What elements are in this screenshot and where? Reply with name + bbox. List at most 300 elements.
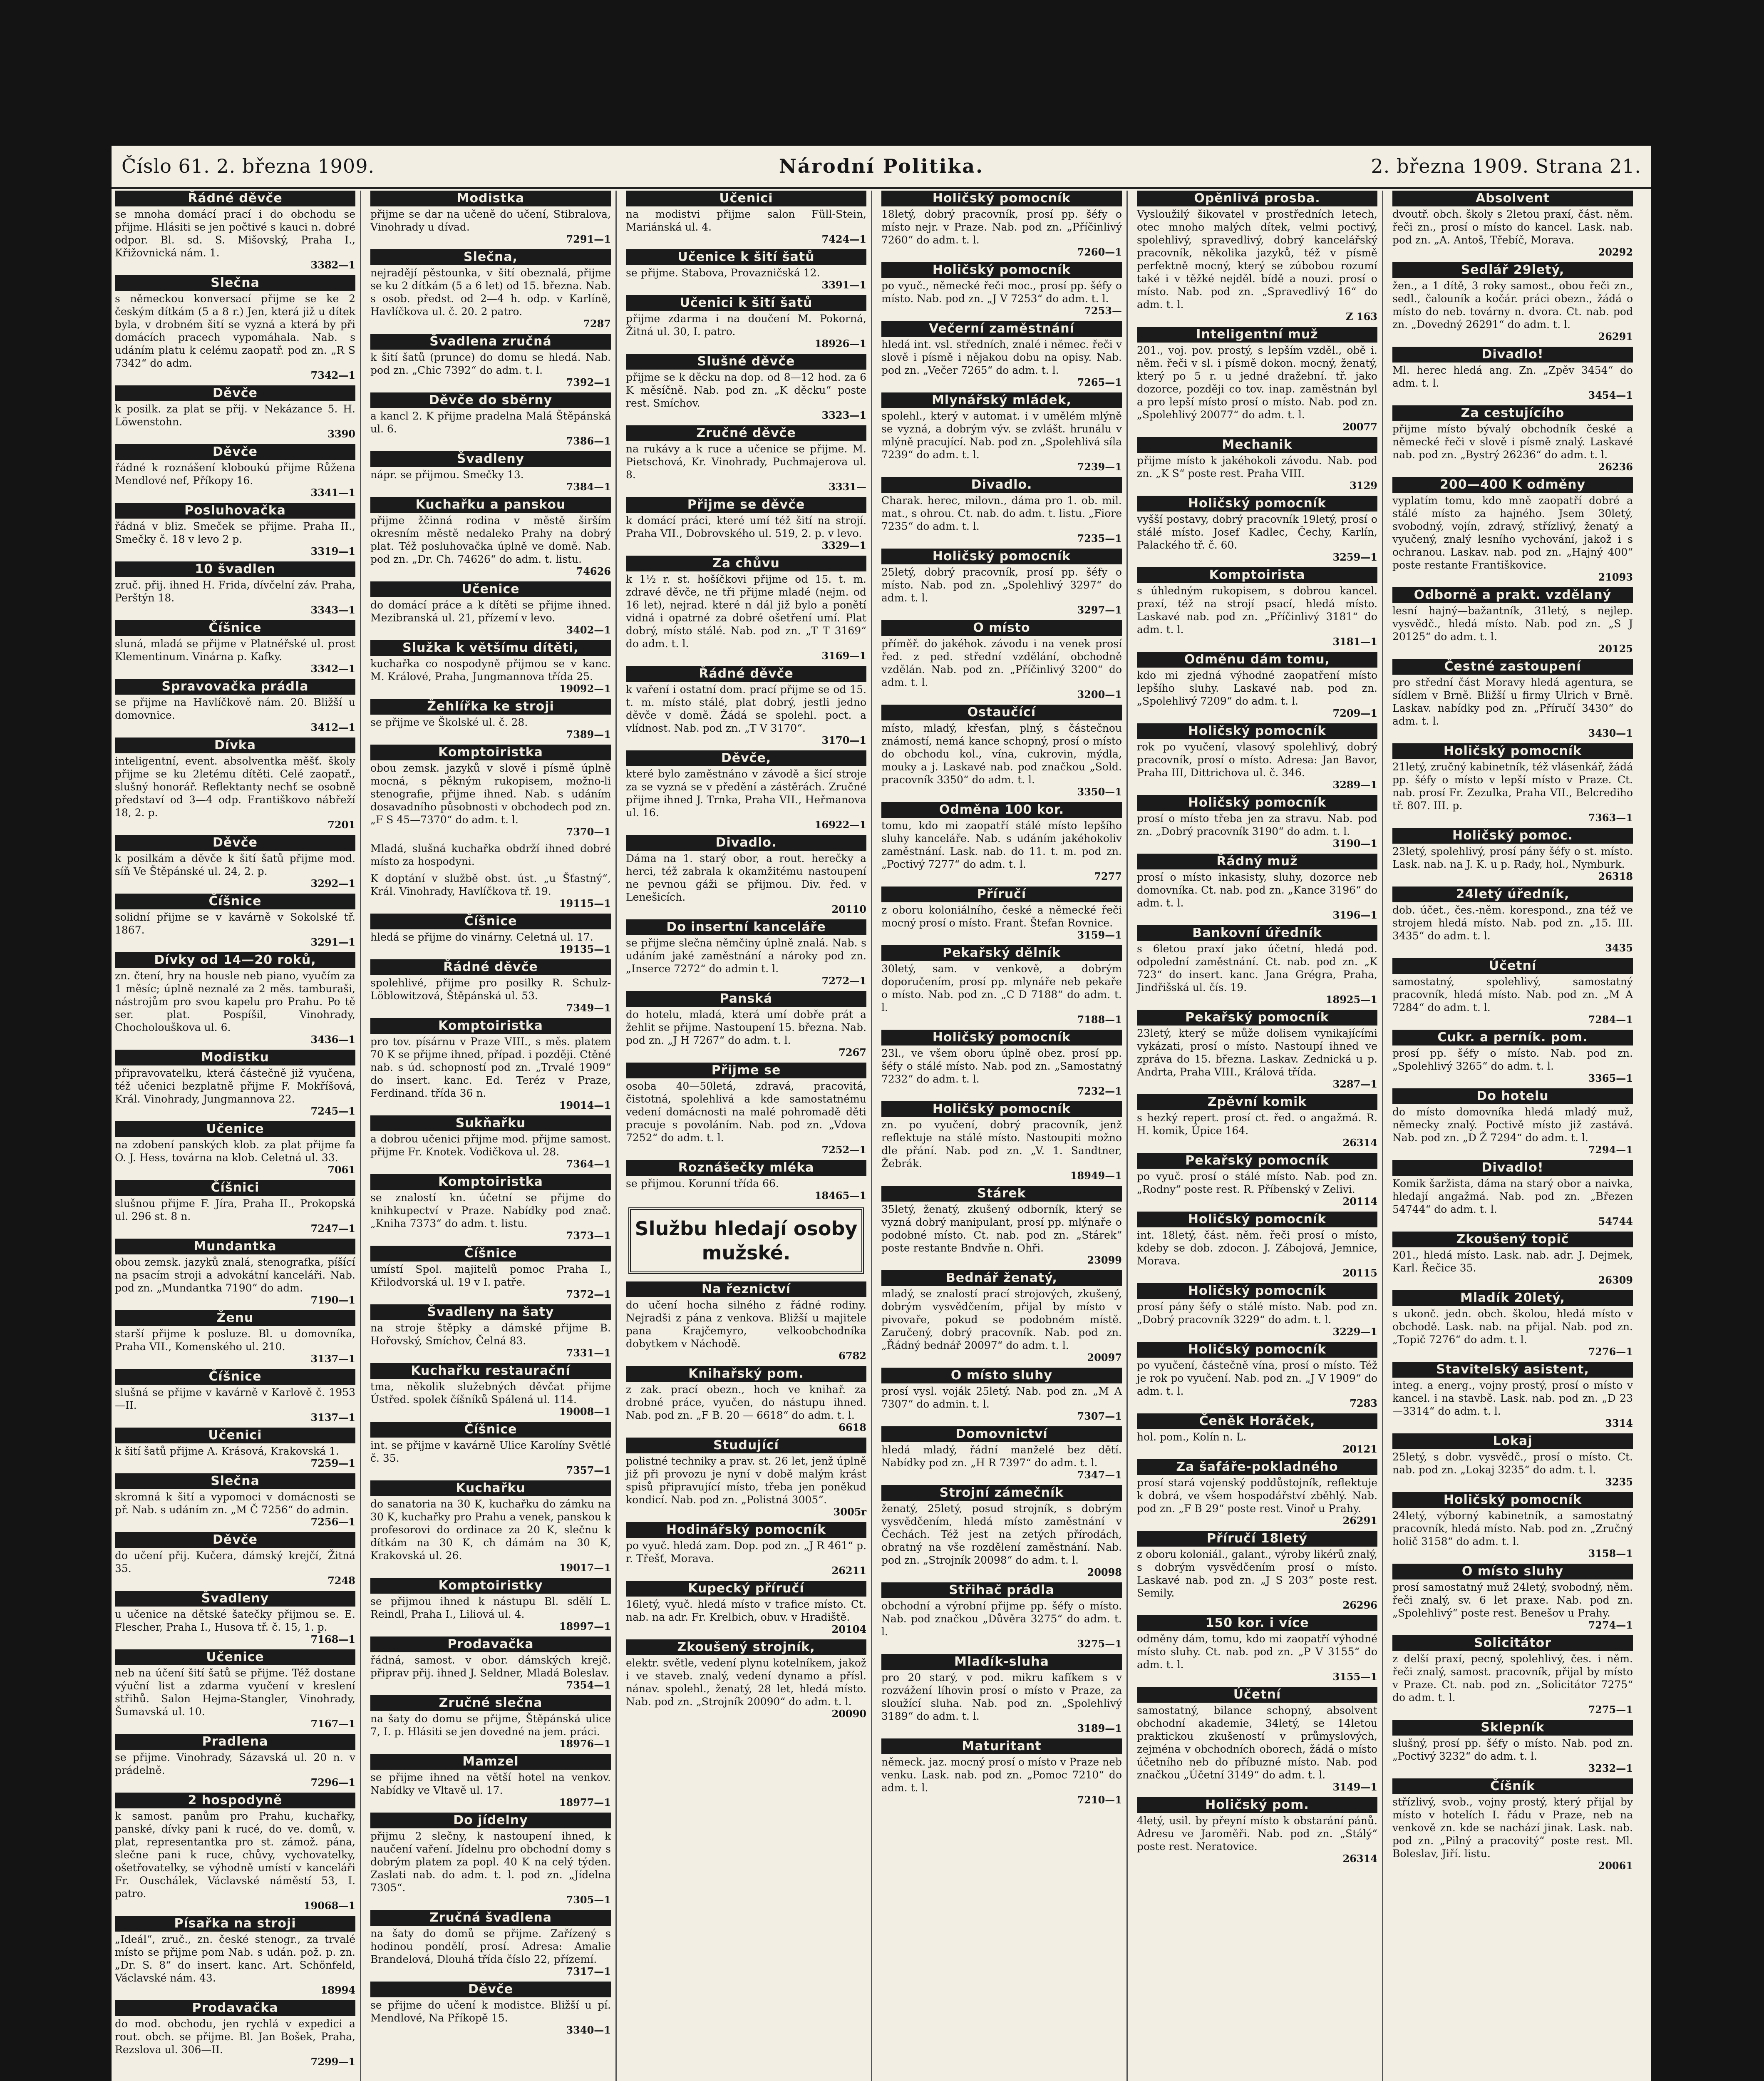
- ad-heading: Prodavačka: [370, 1636, 611, 1652]
- classified-ad: [370, 1578, 611, 1632]
- ad-body: do domácí práce a k dítěti se přijme ihned. Mezibranská ul. 21, přízemí v levo.: [370, 599, 611, 624]
- ad-reference-number: 7294—1: [1588, 1144, 1633, 1156]
- ad-body: řádná, samost. v obor. dámských krejč. připrav přij. ihned J. Seldner, Mladá Boleslav.: [370, 1654, 611, 1679]
- ad-body: k posilkám a děvče k šití šatů přijme mod. síň Ve Štěpánské ul. 24, 2. p.: [115, 852, 355, 877]
- classified-ad: [881, 1426, 1122, 1481]
- classified-ad: [115, 679, 355, 733]
- ad-reference-number: 3137—1: [310, 1353, 355, 1365]
- classified-ad: [1137, 567, 1377, 648]
- ad-heading: Hodinářský pomocník: [626, 1522, 866, 1538]
- classified-ad: [881, 1030, 1122, 1097]
- ad-body: na modistvi přijme salon Füll-Stein, Mariánská ul. 4.: [626, 208, 866, 233]
- ad-body: Mladá, slušná kuchařka obdrží ihned dobré místo za hospodyni.: [370, 842, 611, 867]
- ad-body: k posilk. za plat se přij. v Nekázance 5. H. Löwenstohn.: [115, 403, 355, 428]
- ad-reference-number: 7291—1: [566, 233, 611, 245]
- ad-body: do učení hocha silného z řádné rodiny. Nejradši z pána z venkova. Bližší u majitele pana Krajčemyro, velkoobchodníka dobytkem v Náchodě.: [626, 1299, 866, 1350]
- ad-body: žen., a 1 dítě, 3 roky samost., obou řeči zn., sedl., čalouník a kočár. práci obezn., žádá o místo do neb. továrny n. dvora. Ct. nab. pod zn. „Dovedný 26291“ do adm. t. l.: [1392, 280, 1633, 330]
- classified-ad: [626, 1281, 866, 1362]
- classified-ad: [881, 477, 1122, 544]
- classified-ad: [626, 425, 866, 493]
- classified-ad: [115, 503, 355, 557]
- ad-heading: Děvče: [115, 385, 355, 401]
- ad-heading: Slečna: [115, 275, 355, 291]
- ad-heading: Číšník: [1392, 1778, 1633, 1794]
- ad-heading: Lokaj: [1392, 1433, 1633, 1449]
- ad-body: Ml. herec hledá ang. Zn. „Zpěv 3454“ do adm. t. l.: [1392, 364, 1633, 389]
- ad-reference-number: 20077: [1342, 421, 1377, 433]
- ad-heading: Účetní: [1137, 1687, 1377, 1703]
- classified-ad: [626, 295, 866, 350]
- ad-heading: Kupecký příručí: [626, 1581, 866, 1597]
- ad-body: do hotelu, mladá, která umí dobře prát a žehlit se přijme. Nastoupení 15. března. Nab. pod zn. „J H 7267“ do adm. t. l.: [626, 1008, 866, 1046]
- ad-heading: Švadlena zručná: [370, 334, 611, 350]
- classified-ad: [370, 872, 611, 909]
- ad-heading: Za chůvu: [626, 556, 866, 571]
- ad-heading: Učenice: [115, 1649, 355, 1665]
- ad-heading: Prodavačka: [115, 2000, 355, 2016]
- ad-body: přijme zdarma i na doučení M. Pokorná, Žitná ul. 30, I. patro.: [626, 313, 866, 338]
- ad-reference-number: 3342—1: [310, 663, 355, 675]
- classified-ad: [1392, 887, 1633, 954]
- ad-heading: Na řeznictví: [626, 1281, 866, 1297]
- ad-reference-number: 7357—1: [566, 1464, 611, 1476]
- ad-reference-number: 7210—1: [1077, 1794, 1122, 1806]
- ad-reference-number: 7276—1: [1588, 1346, 1633, 1358]
- classified-ad: [370, 1480, 611, 1574]
- ad-body: se znalostí kn. účetní se přijme do knihkupectví v Praze. Nabídky pod znač. „Kniha 7373“ do adm. t. listu.: [370, 1192, 611, 1229]
- ad-reference-number: 7363—1: [1588, 812, 1633, 824]
- ad-heading: Holičský pomocník: [881, 191, 1122, 206]
- classified-ad: [1137, 723, 1377, 791]
- classified-ad: [626, 354, 866, 421]
- classified-ad: [370, 1018, 611, 1111]
- ad-body: do sanatoria na 30 K, kuchařku do zámku na 30 K, kuchařky pro Prahu a venek, panskou k profesorovi do ordinace za 20 K, slečnu k dítkám na 30 K, ch dámám na 30 K, Krakovská ul. 26.: [370, 1498, 611, 1562]
- ad-reference-number: 26291: [1598, 330, 1633, 343]
- ad-body: 35letý, ženatý, zkušený odborník, který se vyzná dobrý manipulant, prosí pp. mlýnaře o podobné místo. Ct. nab. pod zn. „Stárek“ poste restante Bndvňe n. Ohři.: [881, 1203, 1122, 1254]
- ad-reference-number: 3297—1: [1077, 604, 1122, 616]
- ad-reference-number: 7296—1: [310, 1776, 355, 1788]
- newspaper-title: Národní Politika.: [779, 155, 984, 177]
- ad-reference-number: 7209—1: [1332, 707, 1377, 719]
- ad-heading: Sukňařku: [370, 1115, 611, 1131]
- ad-reference-number: 18997—1: [559, 1620, 611, 1632]
- ad-reference-number: 7252—1: [821, 1144, 866, 1156]
- ad-body: k šití šatů přijme A. Krásová, Krakovská 1.: [115, 1445, 339, 1457]
- ad-body: se přijmou. Korunní třída 66.: [626, 1177, 779, 1189]
- ad-reference-number: 3137—1: [310, 1411, 355, 1423]
- ad-heading: Zručné slečna: [370, 1695, 611, 1711]
- classified-ad: [626, 1063, 866, 1156]
- classified-ad: [1392, 1635, 1633, 1716]
- ad-body: pro 20 starý, v pod. mikru kafíkem s v rozvážení líhovin prosí o místo v Praze, za sloužící sluha. Nab. pod zn. „Spolehlivý 3189“ do adm. t. l.: [881, 1671, 1122, 1722]
- ad-body: obchodní a výrobní přijme pp. šéfy o místo. Nab. pod značkou „Důvěra 3275“ do adm. t. l.: [881, 1600, 1122, 1638]
- ad-reference-number: 21093: [1598, 571, 1633, 583]
- ad-reference-number: 20292: [1598, 246, 1633, 258]
- classified-ad: [881, 1101, 1122, 1182]
- ad-heading: Cukr. a perník. pom.: [1392, 1030, 1633, 1045]
- ad-heading: Mladík-sluha: [881, 1654, 1122, 1670]
- ad-body: do učení přij. Kučera, dámský krejčí, Žitná 35.: [115, 1550, 355, 1574]
- classified-ad: [115, 444, 355, 499]
- ad-heading: Spravovačka prádla: [115, 679, 355, 695]
- ad-body: k 1½ r. st. hošíčkovi přijme od 15. t. m. zdravé děvče, ne tři přijme mladé (nejm. od 16 let), nejrad. které n dál již bylo a ponětí vidná i opatrné za dobré ošetření umí. Plat dobrý, místo stálé. Nab. pod zn. „T T 3169“ do adm. t. l.: [626, 573, 866, 650]
- ad-reference-number: 20097: [1087, 1351, 1122, 1363]
- ad-reference-number: 3189—1: [1077, 1722, 1122, 1734]
- classified-ad: [1392, 405, 1633, 473]
- classified-ad: [115, 1916, 355, 1996]
- ad-body: obou zemsk. jazyků znalá, stenografka, píšící na psacím stroji a advokátní kanceláři. Nab. pod zn. „Mundantka 7190“ do adm.: [115, 1256, 355, 1294]
- ad-heading: Holičský pomocník: [1137, 1342, 1377, 1358]
- ad-heading: Bankovní úředník: [1137, 925, 1377, 941]
- ad-reference-number: 3382—1: [310, 259, 355, 271]
- ad-reference-number: 3291—1: [310, 936, 355, 948]
- ad-body: s 6letou praxí jako účetní, hledá pod. odpolední zaměstnání. Ct. nab. pod zn. „K 723“ do insert. kanc. Jana Grégra, Praha, Jindřišská ul. čís. 19.: [1137, 943, 1377, 993]
- ad-reference-number: 3435: [1605, 942, 1633, 954]
- ad-body: na šaty do domu se přijme, Štěpánská ulice 7, I. p. Hlásiti se jen dovedné na jem. práci.: [370, 1713, 611, 1738]
- ad-reference-number: 7384—1: [566, 481, 611, 493]
- ad-heading: Slečna,: [370, 249, 611, 265]
- ad-heading: Slečna: [115, 1473, 355, 1489]
- ad-reference-number: 3196—1: [1332, 909, 1377, 921]
- ad-body: k vaření i ostatní dom. prací přijme se od 15. t. m. místo stálé, plat dobrý, jestli jedno děvče v domě. Žádá se spolehl. poct. a vlídnost. Nab. pod zn. „T V 3170“.: [626, 683, 866, 734]
- classified-ad: [1137, 1283, 1377, 1338]
- ad-reference-number: 7305—1: [566, 1894, 611, 1906]
- ad-reference-number: 18926—1: [814, 338, 866, 350]
- classified-ad: [370, 191, 611, 245]
- ad-reference-number: 7386—1: [566, 435, 611, 447]
- ad-reference-number: 20061: [1598, 1860, 1633, 1872]
- ad-body: kuchařka co nospodyně přijmou se v kanc. M. Králové, Praha, Jungmannova třída 25.: [370, 658, 611, 683]
- classified-ad: [1392, 1492, 1633, 1560]
- ad-reference-number: 26309: [1598, 1274, 1633, 1286]
- ad-heading: Solicitátor: [1392, 1635, 1633, 1651]
- ad-reference-number: 7265—1: [1077, 376, 1122, 388]
- column-5: [1134, 191, 1383, 2081]
- ad-heading: Číšnice: [370, 914, 611, 929]
- classified-ad: [115, 1793, 355, 1912]
- classified-ad: [1392, 828, 1633, 882]
- ad-reference-number: 3323—1: [821, 409, 866, 421]
- ad-reference-number: 3319—1: [310, 545, 355, 557]
- classified-ad: [1392, 1564, 1633, 1631]
- ad-reference-number: 3412—1: [310, 721, 355, 733]
- ad-body: Charak. herec, milovn., dáma pro 1. ob. mil. mat., s ohrou. Ct. nab. do adm. t. listu. „Fiore 7235“ do adm. t. l.: [881, 494, 1122, 532]
- ad-body: umístí Spol. majitelů pomoc Praha I., Křilodvorská ul. 19 v I. patře.: [370, 1263, 611, 1288]
- ad-reference-number: 7299—1: [310, 2056, 355, 2068]
- ad-body: po vyuč. prosí o stálé místo. Nab. pod zn. „Rodny“ poste rest. R. Příbenský v Zelivi.: [1137, 1170, 1377, 1195]
- ad-reference-number: 7259—1: [310, 1457, 355, 1469]
- ad-heading: Komptoiristky: [370, 1578, 611, 1594]
- ad-reference-number: 23099: [1087, 1254, 1122, 1266]
- classified-ad: [370, 1982, 611, 2036]
- ad-heading: Holičský pomocník: [1137, 1283, 1377, 1299]
- ad-body: 201., voj. pov. prostý, s lepším vzděl., obě i. něm. řeči v sl. i písmě dokon. mocný, ženatý, který po 5 r. u jedné dražební. tř. jako dozorce, později co tov. inap. zaměstnán byl a pro lepší místo prosí o místo. Nab. pod zn. „Spolehlivý 20077“ do adm. t. l.: [1137, 344, 1377, 421]
- ad-heading: Číšnice: [115, 894, 355, 909]
- column-6: [1389, 191, 1639, 2081]
- ad-heading: Učenici k šití šatů: [626, 295, 866, 311]
- ad-body: 25letý, dobrý pracovník, prosí pp. šéfy o místo. Nab. pod zn. „Spolehlivý 3297“ do adm. t. l.: [881, 566, 1122, 604]
- ad-body: na šaty do domů se přijme. Zařízený s hodinou pondělí, prosí. Adresa: Amalie Brandelová, Dlouhá třída číslo 22, přízemí.: [370, 1927, 611, 1965]
- ad-heading: Žehlířka ke stroji: [370, 699, 611, 715]
- classified-columns: [112, 191, 1651, 2081]
- classified-ad: [1137, 437, 1377, 492]
- ad-heading: Čestné zastoupení: [1392, 659, 1633, 675]
- ad-body: mladý, se znalostí prací strojových, zkušený, dobrým vysvědčením, přijal by místo v pivovaře, pokud se podobném místě. Zaručený, dobrý pracovník. Nab. pod zn. „Řádný bednář 20097“ do adm. t. l.: [881, 1288, 1122, 1351]
- masthead: [112, 146, 1651, 189]
- ad-body: tomu, kdo mi zaopatří stálé místo lepšího sluhy kanceláře. Nab. s udáním jakéhokoliv zaměstnání. Lask. nab. do 11. t. m. pod zn. „Poctivý 7277“ do adm. t. l.: [881, 819, 1122, 870]
- ad-heading: Pekařský dělník: [881, 945, 1122, 961]
- ad-body: pro střední část Moravy hledá agentura, se sídlem v Brně. Bližší u firmy Ulrich v Brně. Laskav. nabídky pod zn. „Příručí 3430“ do adm. t. l.: [1392, 676, 1633, 727]
- ad-body: po vyuč., německé řeči moc., prosí pp. šéfy o místo. Nab. pod zn. „J V 7253“ do adm. t. l.: [881, 280, 1122, 305]
- classified-ad: [370, 1115, 611, 1170]
- ad-heading: Do jídelny: [370, 1813, 611, 1828]
- ad-heading: Odměna 100 kor.: [881, 802, 1122, 818]
- ad-body: neb na účení šití šatů se přijme. Též dostane výuční list a zdarma vyučení v kreslení střihů. Salon Hejma-Stangler, Vinohrady, Šumavská ul. 10.: [115, 1667, 355, 1718]
- ad-heading: Holičský pomocník: [1137, 1212, 1377, 1227]
- ad-body: Dáma na 1. starý obor, a rout. herečky a herci, též zabrala k okamžitému nastoupení ne pevnou gáži se přijmou. Div. řed. v Lenešicích.: [626, 852, 866, 903]
- ad-reference-number: 26291: [1342, 1515, 1377, 1527]
- classified-ad: [881, 802, 1122, 882]
- ad-heading: Holičský pomocník: [881, 1030, 1122, 1045]
- ad-reference-number: 18949—1: [1070, 1170, 1122, 1182]
- ad-heading: Děvče,: [626, 750, 866, 766]
- classified-ad: [626, 919, 866, 987]
- classified-ad: [370, 497, 611, 577]
- ad-heading: Knihařský pom.: [626, 1366, 866, 1382]
- ad-reference-number: 3390: [327, 428, 355, 440]
- ad-reference-number: 7370—1: [566, 826, 611, 838]
- ad-body: po vyučení, částečně vína, prosí o místo. Též je rok po vyučení. Nab. pod zn. „J V 1909“ do adm. t. l.: [1137, 1359, 1377, 1397]
- ad-reference-number: 7283: [1350, 1397, 1377, 1409]
- ad-body: přijme se k děcku na dop. od 8—12 hod. za 6 K měsíčně. Nab. pod zn. „K děcku“ poste rest. Smíchov.: [626, 371, 866, 409]
- classified-ad: [881, 620, 1122, 700]
- column-2: [367, 191, 617, 2081]
- ad-body: 30letý, sam. v venkově, a dobrým doporučením, prosí pp. mlynáře neb pekaře o místo. Nab. pod zn. „C D 7188“ do adm. t. l.: [881, 963, 1122, 1013]
- classified-ad: [1392, 477, 1633, 583]
- ad-heading: Holičský pomoc.: [1392, 828, 1633, 844]
- ad-heading: Stavitelský asistent,: [1392, 1362, 1633, 1378]
- ad-heading: Příručí: [881, 887, 1122, 902]
- classified-ad: [370, 699, 611, 740]
- ad-reference-number: 3292—1: [310, 877, 355, 889]
- classified-ad: [370, 1813, 611, 1906]
- ad-heading: Maturitant: [881, 1738, 1122, 1754]
- issue-number: Číslo 61. 2. března 1909.: [122, 155, 375, 177]
- classified-ad: [881, 1368, 1122, 1422]
- ad-body: odměny dám, tomu, kdo mi zaopatří výhodné místo sluhy. Ct. nab. pod zn. „P V 3155“ do adm. t. l.: [1137, 1633, 1377, 1671]
- ad-heading: Za cestujícího: [1392, 405, 1633, 421]
- classified-ad: [370, 1174, 611, 1242]
- classified-ad: [115, 1310, 355, 1365]
- ad-reference-number: 7245—1: [310, 1105, 355, 1117]
- ad-heading: Učenice: [370, 581, 611, 597]
- ad-reference-number: 20090: [831, 1708, 866, 1720]
- ad-body: se přijme do učení k modistce. Bližší u pí. Mendlové, Na Příkopě 15.: [370, 1999, 611, 2024]
- ad-body: prosí pány šéfy o stálé místo. Nab. pod zn. „Dobrý pracovník 3229“ do adm. t. l.: [1137, 1301, 1377, 1326]
- ad-reference-number: 3289—1: [1332, 779, 1377, 791]
- classified-ad: [1392, 1088, 1633, 1156]
- ad-heading: Švadleny: [370, 451, 611, 467]
- ad-heading: Holičský pomocník: [881, 1101, 1122, 1117]
- ad-heading: Děvče: [370, 1982, 611, 1997]
- classified-ad: [626, 835, 866, 915]
- ad-heading: Domovnictví: [881, 1426, 1122, 1442]
- ad-heading: 10 švadlen: [115, 561, 355, 577]
- ad-heading: Komptoirista: [1137, 567, 1377, 583]
- ad-body: u učenice na dětské šatečky přijmou se. E. Flescher, Praha I., Husova tř. č. 15, 1. p.: [115, 1608, 355, 1633]
- ad-heading: Přijme se děvče: [626, 497, 866, 513]
- ad-body: prosí stará vojenský poddůstojník, reflektuje k dobrá, ve všem hospodářství zběhlý. Nab. pod zn. „F B 29“ poste rest. Vinoř u Prahy.: [1137, 1477, 1377, 1515]
- ad-reference-number: 26314: [1342, 1137, 1377, 1149]
- ad-reference-number: 3149—1: [1332, 1781, 1377, 1793]
- ad-body: dob. účet., čes.-něm. korespond., zna též ve strojem hledá místo. Nab. pod zn. „15. III. 3435“ do adm. t. l.: [1392, 904, 1633, 942]
- ad-body: prosí samostatný muž 24letý, svobodný, něm. řeči znalý, sv. 6 let praxe. Nab. pod zn. „Spolehlivý“ poste rest. Benešov u Prahy.: [1392, 1581, 1633, 1619]
- classified-ad: [1392, 1232, 1633, 1286]
- ad-heading: Do insertní kanceláře: [626, 919, 866, 935]
- ad-body: hledá mladý, řádní manželé bez dětí. Nabídky pod zn. „H R 7397“ do adm. t. l.: [881, 1444, 1122, 1469]
- ad-reference-number: 7342—1: [310, 369, 355, 381]
- classified-ad: [881, 1186, 1122, 1266]
- ad-reference-number: 7307—1: [1077, 1410, 1122, 1422]
- column-3: [623, 191, 872, 2081]
- classified-ad: [115, 1649, 355, 1730]
- ad-heading: Panská: [626, 991, 866, 1007]
- ad-body: samostatný, spolehlivý, samostatný pracovník, hledá místo. Nab. pod zn. „M A 7284“ do adm. t. l.: [1392, 976, 1633, 1013]
- ad-heading: Zručné děvče: [626, 425, 866, 441]
- ad-body: 23letý, spolehlivý, prosí pány šéfy o st. místo. Lask. nab. na J. K. u p. Rady, hol., Nymburk.: [1392, 845, 1633, 870]
- ad-reference-number: 3343—1: [310, 604, 355, 616]
- classified-ad: [370, 1246, 611, 1300]
- ad-heading: Bednář ženatý,: [881, 1270, 1122, 1286]
- ad-reference-number: 3391—1: [821, 279, 866, 291]
- ad-heading: O místo: [881, 620, 1122, 636]
- ad-body: do mod. obchodu, jen rychlá v expedici a rout. obch. se přijme. Bl. Jan Bošek, Praha, Rezslova ul. 306—II.: [115, 2018, 355, 2056]
- ad-body: řádné k roznášení kloboukú přijme Růžena Mendlové nef, Příkopy 16.: [115, 462, 355, 487]
- classified-ad: [1392, 958, 1633, 1026]
- classified-ad: [370, 1754, 611, 1808]
- ad-reference-number: 20115: [1342, 1267, 1377, 1279]
- ad-reference-number: 7287: [583, 318, 611, 330]
- ad-heading: Služka k většímu dítěti,: [370, 640, 611, 656]
- ad-body: po vyuč. hledá zam. Dop. pod zn. „J R 461“ p. r. Třešť, Morava.: [626, 1540, 866, 1564]
- ad-reference-number: 18925—1: [1325, 993, 1377, 1006]
- ad-body: s ukonč. jedn. obch. školou, hledá místo v obchodě. Lask. nab. na přijal. Nab. pod zn. „Topič 7276“ do adm. t. l.: [1392, 1308, 1633, 1346]
- ad-heading: Holičský pomocník: [1137, 795, 1377, 811]
- ad-heading: Děvče: [115, 1532, 355, 1548]
- ad-heading: Učenici: [626, 191, 866, 206]
- page-date-number: 2. března 1909. Strana 21.: [1371, 155, 1641, 177]
- ad-heading: Učenice: [115, 1121, 355, 1137]
- classified-ad: [881, 549, 1122, 616]
- ad-reference-number: 19115—1: [559, 897, 611, 909]
- ad-heading: Sklepník: [1392, 1720, 1633, 1736]
- ad-heading: Mladík 20letý,: [1392, 1290, 1633, 1306]
- ad-reference-number: 7373—1: [566, 1229, 611, 1242]
- classified-ad: [1392, 587, 1633, 655]
- ad-body: k domácí práci, které umí též šití na strojí. Praha VII., Dobrovského ul. 519, 2. p. v levo.: [626, 514, 866, 539]
- ad-heading: Holičský pomocník: [1137, 723, 1377, 739]
- ad-heading: Stárek: [881, 1186, 1122, 1202]
- ad-heading: Řádné děvče: [115, 191, 355, 206]
- ad-body: se přijme. Stabova, Provazničská 12.: [626, 267, 820, 279]
- ad-body: s německou konversací přijme se ke 2 českým dítkám (5 a 8 r.) Jen, která již u dítek byla, v drobném šití se vyzná a která by při domácích pracech vypomáhala. Nab. s udáním platu k celému zaopatř. pod zn. „R S 7342“ do adm.: [115, 293, 355, 369]
- ad-body: se přijme na Havlíčkově nám. 20. Bližší u domovnice.: [115, 696, 355, 721]
- ad-reference-number: 16922—1: [814, 819, 866, 831]
- classified-ad: [1137, 1797, 1377, 1865]
- classified-ad: [115, 894, 355, 948]
- ad-heading: Řádný muž: [1137, 854, 1377, 869]
- ad-body: na rukávy a k ruce a učenice se přijme. M. Pietschová, Kr. Vinohrady, Puchmajerova ul. 8.: [626, 443, 866, 481]
- ad-reference-number: 26236: [1598, 461, 1633, 473]
- classified-ad: [1392, 1433, 1633, 1488]
- classified-ad: [370, 1910, 611, 1977]
- ad-reference-number: 19068—1: [303, 1900, 355, 1912]
- ad-reference-number: 3275—1: [1077, 1638, 1122, 1650]
- ad-heading: Opěnlivá prosba.: [1137, 191, 1377, 206]
- ad-heading: Modistka: [370, 191, 611, 206]
- classified-ad: [1392, 659, 1633, 739]
- ad-heading: Holičský pomocník: [1392, 743, 1633, 759]
- classified-ad: [626, 249, 866, 291]
- ad-reference-number: 3430—1: [1588, 727, 1633, 739]
- ad-body: střízlivý, svob., vojny prostý, který přijal by místo v hotelích I. řádu v Praze, neb na venkově zn. kde se nachází jinak. Lask. nab. pod zn. „Pilný a pracovitý“ poste rest. Ml. Boleslav, Jiří. listu.: [1392, 1796, 1633, 1860]
- ad-body: vyplatím tomu, kdo mně zaopatří dobré a stálé místo za hajného. Jsem 30letý, svobodný, vojín, zdravý, střízlivý, ženatý a vyučený, znalý lesního vychování, jakož i s ochranou. Laskav. nab. pod zn. „Hajný 400“ poste restante Františkovice.: [1392, 494, 1633, 571]
- ad-reference-number: 7253—: [1084, 305, 1122, 317]
- ad-heading: Zručná švadlena: [370, 1910, 611, 1926]
- ad-heading: Mlynářský mládek,: [881, 392, 1122, 408]
- ad-reference-number: 3005r: [833, 1506, 866, 1518]
- ad-body: Vysloužilý šikovatel v prostředních letech, otec mnoho malých dítek, velmi poctivý, spolehlivý, spravedlivý, dobrý kancelářský pracovník, několika jazyků, též v písmě perfektně mocný, který se zúbobou rozumí také i v těžké nejděl. bídě a nouzi. prosí o místo. Nab. pod zn. „Spravedlivý 16“ do adm. t. l.: [1137, 208, 1377, 310]
- ad-reference-number: 7274—1: [1588, 1619, 1633, 1631]
- ad-body: „Ideál“, zruč., zn. české stenogr., za trvalé místo se přijme pom Nab. s udán. pož. p. zn. „Dr. S. 8“ do insert. kanc. Art. Schönfeld, Václavské nám. 43.: [115, 1933, 355, 1984]
- classified-ad: [1137, 1094, 1377, 1149]
- ad-heading: Holičský pomocník: [881, 549, 1122, 564]
- classified-ad: [370, 1636, 611, 1691]
- ad-body: s úhledným rukopisem, s dobrou kancel. praxí, též na strojí psací, hledá místo. Laskavé nab. pod zn. „Příčinlivý 3181“ do adm. t. l.: [1137, 585, 1377, 636]
- ad-heading: Večerní zaměstnání: [881, 321, 1122, 337]
- classified-ad: [881, 1270, 1122, 1363]
- ad-body: lesní hajný—bažantník, 31letý, s nejlep. vysvědč., hledá místo. Nab. pod zn. „S J 20125“ do adm. t. l.: [1392, 605, 1633, 643]
- ad-heading: Dívky od 14—20 roků,: [115, 952, 355, 968]
- classified-ad: [1137, 1153, 1377, 1207]
- ad-heading: Divadlo!: [1392, 347, 1633, 363]
- classified-ad: [370, 451, 611, 493]
- ad-heading: 24letý úředník,: [1392, 887, 1633, 902]
- ad-reference-number: 7267: [839, 1046, 866, 1058]
- newspaper-page: [112, 146, 1651, 2081]
- ad-heading: Mamzel: [370, 1754, 611, 1770]
- ad-body: Komik šaržista, dáma na starý obor a naivka, hledají angažmá. Nab. pod zn. „Březen 54744“ do adm. t. l.: [1392, 1177, 1633, 1215]
- classified-ad: [115, 952, 355, 1045]
- ad-body: ženatý, 25letý, posud strojník, s dobrým vysvědčením, hledá místo zaměstnání v Čechách. Též jest na zetých přírodách, obratný na vše rozdělení zaměstnání. Nab. pod zn. „Strojník 20098“ do adm. t. l.: [881, 1502, 1122, 1566]
- classified-ad: [1137, 854, 1377, 921]
- ad-heading: Pekařský pomocník: [1137, 1010, 1377, 1026]
- classified-ad: [115, 1473, 355, 1528]
- ad-body: sluná, mladá se přijme v Platnéřské ul. prost Klementinum. Vinárna p. Kafky.: [115, 638, 355, 663]
- classified-ad: [1137, 1615, 1377, 1683]
- ad-body: na zdobení panských klob. za plat přijme fa O. J. Hess, továrna na klob. Celetná ul. 33.: [115, 1139, 355, 1164]
- classified-ad: [370, 914, 611, 955]
- ad-reference-number: 20114: [1342, 1195, 1377, 1207]
- classified-ad: [881, 191, 1122, 258]
- ad-reference-number: 7260—1: [1077, 246, 1122, 258]
- classified-ad: [1137, 327, 1377, 433]
- ad-heading: Studující: [626, 1438, 866, 1453]
- classified-ad: [115, 1428, 355, 1469]
- ad-reference-number: 3159—1: [1077, 929, 1122, 941]
- ad-body: slušný, prosí pp. šéfy o místo. Nab. pod zn. „Poctivý 3232“ do adm. t. l.: [1392, 1737, 1633, 1762]
- classified-ad: [115, 1050, 355, 1117]
